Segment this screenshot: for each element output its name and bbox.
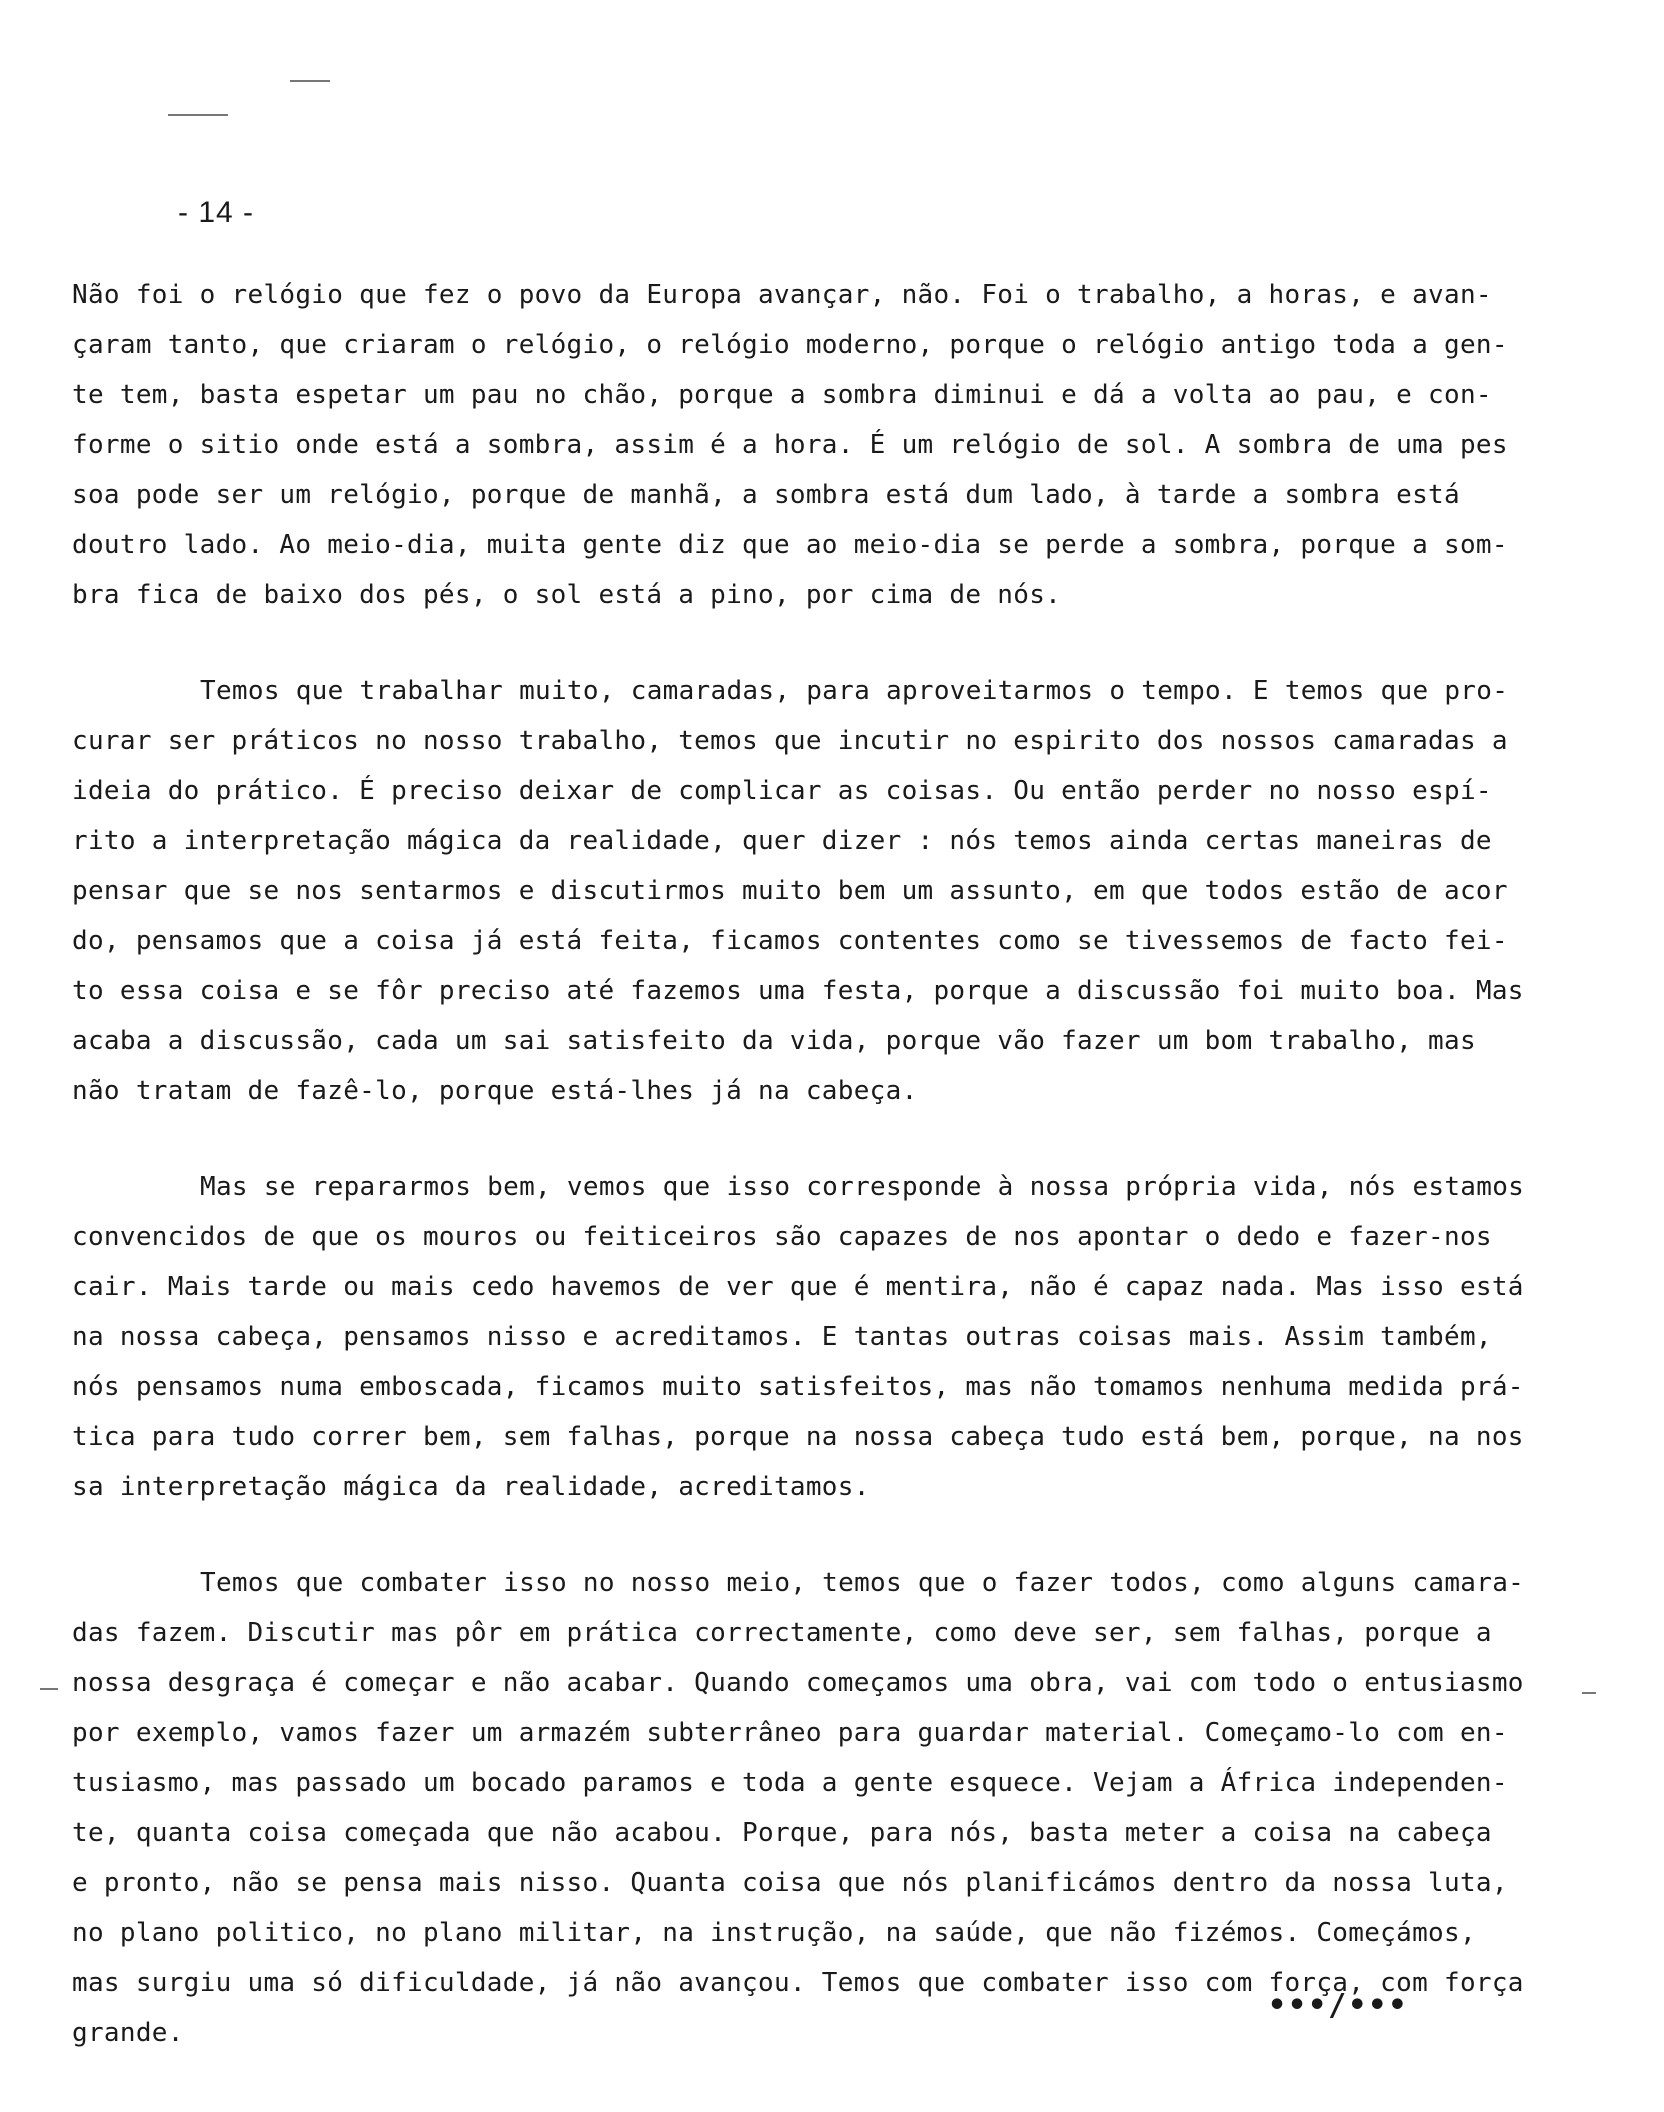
text-line: convencidos de que os mouros ou feiticeiros são capazes de nos apontar o dedo e fazer-nos	[72, 1222, 1492, 1252]
text-line: te tem, basta espetar um pau no chão, porque a sombra diminui e dá a volta ao pau, e con-	[72, 380, 1492, 410]
paragraph-1	[72, 270, 1508, 620]
text-line: rito a interpretação mágica da realidade, quer dizer : nós temos ainda certas maneiras de	[72, 826, 1492, 856]
scan-speck	[168, 114, 228, 116]
text-line: curar ser práticos no nosso trabalho, temos que incutir no espirito dos nossos camaradas a	[72, 726, 1508, 756]
text-line: forme o sitio onde está a sombra, assim é a hora. É um relógio de sol. A sombra de uma pes	[72, 430, 1508, 460]
text-line: grande.	[72, 2018, 184, 2048]
text-line: Mas se repararmos bem, vemos que isso corresponde à nossa própria vida, nós estamos	[200, 1172, 1525, 1202]
text-line: sa interpretação mágica da realidade, acreditamos.	[72, 1472, 870, 1502]
text-line: das fazem. Discutir mas pôr em prática correctamente, como deve ser, sem falhas, porque a	[72, 1618, 1492, 1648]
paragraph-2	[72, 666, 1524, 1116]
text-line: Não foi o relógio que fez o povo da Europa avançar, não. Foi o trabalho, a horas, e avan-	[72, 280, 1492, 310]
text-line: çaram tanto, que criaram o relógio, o relógio moderno, porque o relógio antigo toda a gen-	[72, 330, 1508, 360]
text-line: na nossa cabeça, pensamos nisso e acreditamos. E tantas outras coisas mais. Assim também,	[72, 1322, 1492, 1352]
text-line: tica para tudo correr bem, sem falhas, porque na nossa cabeça tudo está bem, porque, na nos	[72, 1422, 1524, 1452]
scan-speck	[1582, 1692, 1596, 1694]
text-line: doutro lado. Ao meio-dia, muita gente diz que ao meio-dia se perde a sombra, porque a som-	[72, 530, 1508, 560]
text-line: cair. Mais tarde ou mais cedo havemos de ver que é mentira, não é capaz nada. Mas isso está	[72, 1272, 1524, 1302]
text-line: Temos que trabalhar muito, camaradas, para aproveitarmos o tempo. E temos que pro-	[200, 676, 1509, 706]
text-line: ideia do prático. É preciso deixar de complicar as coisas. Ou então perder no nosso espí-	[72, 776, 1492, 806]
text-line: bra fica de baixo dos pés, o sol está a pino, por cima de nós.	[72, 580, 1062, 610]
text-line: no plano politico, no plano militar, na instrução, na saúde, que não fizémos. Começámos,	[72, 1918, 1476, 1948]
text-line: te, quanta coisa começada que não acabou. Porque, para nós, basta meter a coisa na cabeça	[72, 1818, 1492, 1848]
text-line: nós pensamos numa emboscada, ficamos muito satisfeitos, mas não tomamos nenhuma medida prá-	[72, 1372, 1524, 1402]
paragraph-3	[72, 1162, 1525, 1512]
scan-speck	[40, 1688, 58, 1690]
text-line: soa pode ser um relógio, porque de manhã, a sombra está dum lado, à tarde a sombra está	[72, 480, 1460, 510]
text-line: pensar que se nos sentarmos e discutirmos muito bem um assunto, em que todos estão de acor	[72, 876, 1508, 906]
text-line: e pronto, não se pensa mais nisso. Quanta coisa que nós planificámos dentro da nossa luta,	[72, 1868, 1508, 1898]
text-line: nossa desgraça é começar e não acabar. Quando começamos uma obra, vai com todo o entusiasmo	[72, 1668, 1524, 1698]
text-line: Temos que combater isso no nosso meio, temos que o fazer todos, como alguns camara-	[200, 1568, 1525, 1598]
body-text	[72, 270, 1525, 2104]
text-line: não tratam de fazê-lo, porque está-lhes já na cabeça.	[72, 1076, 918, 1106]
scan-speck	[290, 80, 330, 82]
page-number: - 14 -	[178, 196, 255, 229]
text-line: tusiasmo, mas passado um bocado paramos e toda a gente esquece. Vejam a África independen-	[72, 1768, 1508, 1798]
text-line: mas surgiu uma só dificuldade, já não avançou. Temos que combater isso com força, com força	[72, 1968, 1524, 1998]
text-line: por exemplo, vamos fazer um armazém subterrâneo para guardar material. Começamo-lo com en-	[72, 1718, 1508, 1748]
paragraph-4	[72, 1558, 1525, 2058]
text-line: do, pensamos que a coisa já está feita, ficamos contentes como se tivessemos de facto fei-	[72, 926, 1508, 956]
continuation-mark: •••/•••	[1268, 1988, 1409, 2023]
text-line: acaba a discussão, cada um sai satisfeito da vida, porque vão fazer um bom trabalho, mas	[72, 1026, 1476, 1056]
text-line: to essa coisa e se fôr preciso até fazemos uma festa, porque a discussão foi muito boa. Mas	[72, 976, 1524, 1006]
